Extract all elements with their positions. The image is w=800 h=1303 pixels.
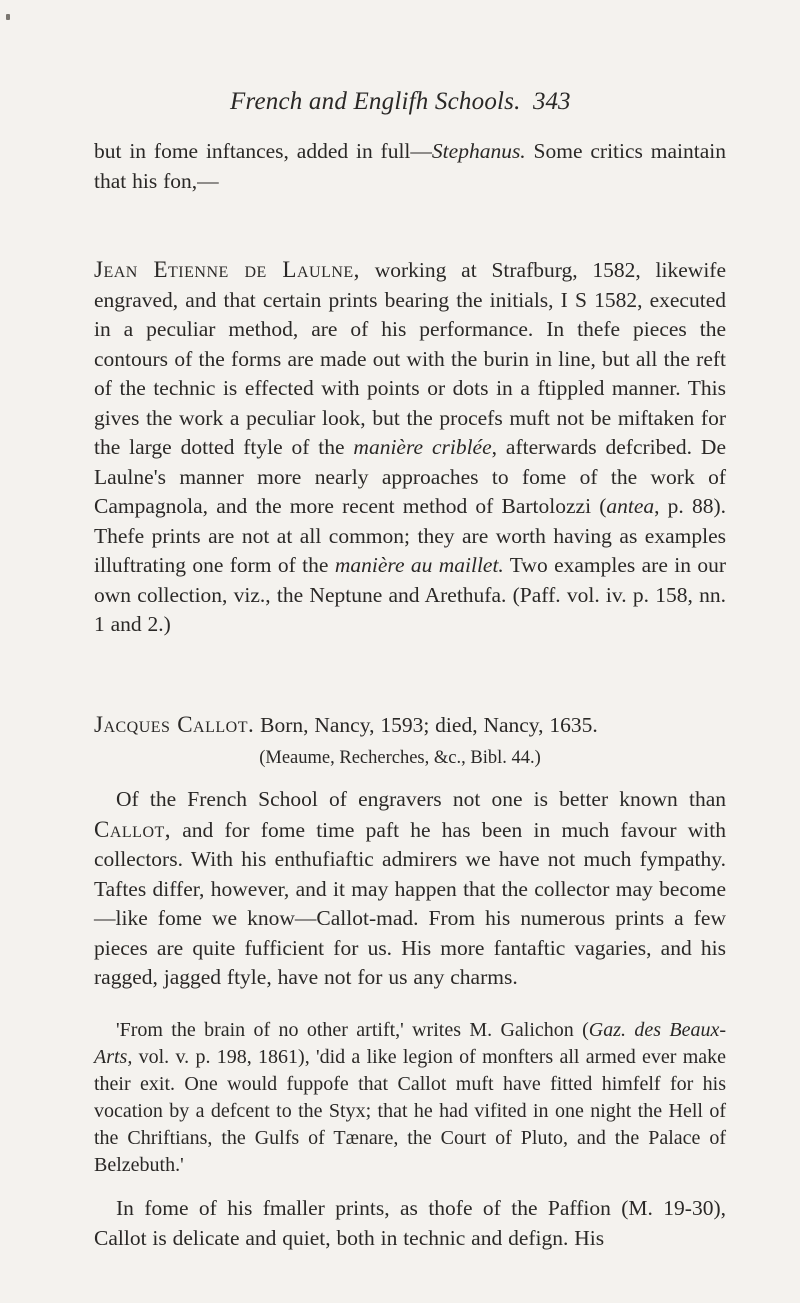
page-number: 343 [533,88,571,115]
entry-laulne: Jean Etienne de Laulne, working at Strafburg, 1582, likewife engraved, and that certain prints bearing the initials, I S 1582, executed in a peculiar method, are of his performance. In thefe pieces the contours of the forms are made out with the burin in line, but all the reft of the technic is effected with points or dots in a ftippled manner. This gives the work a peculiar look, but the procefs muft not be miftaken for the large dotted ftyle of the manière criblée, afterwards defcribed. De Laulne's manner more nearly approaches to fome of the work of Campagnola, and the more recent method of Bartolozzi (antea, p. 88). Thefe prints are not at all common; they are worth having as examples illuftrating one form of the manière au maillet. Two examples are in our own collection, viz., the Neptune and Arethufa. (Paff. vol. iv. p. 158, nn. 1 and 2.) [94,257,727,636]
entry-callot: Jacques Callot. Born, Nancy, 1593; died, Nancy, 1635. [94,712,598,737]
quotation-galichon: 'From the brain of no other artift,' writes M. Galichon (Gaz. des Beaux-Arts, vol. v. p. 198, 1861), 'did a like legion of monfters all armed ever make their exit. One would fuppofe that Callot muft have fitted himfelf for his vocation by a defcent to the Styx; that he had vifited in one night the Hell of the Chriftians, the Gulfs of Tænare, the Court of Pluto, and the Palace of Belzebuth.' [94,1019,726,1176]
paragraph-stephanus: but in fome inftances, added in full—Stephanus. Some critics maintain that his fon,— [94,139,726,193]
paragraph-smaller-prints: In fome of his fmaller prints, as thofe of the Paffion (M. 19-30), Callot is delicate and quiet, both in technic and defign. His [94,1196,726,1250]
entry-heading: Jacques Callot. [94,712,255,737]
entry-heading: Jean Etienne de Laulne, [94,257,360,282]
running-head: French and Englifh Schools. [230,88,521,115]
scan-mark [6,14,10,20]
bibliographic-reference: (Meaume, Recherches, &c., Bibl. 44.) [259,748,541,768]
paragraph-callot-reputation: Of the French School of engravers not one is better known than Callot, and for fome time paft he has been in much favour with collectors. With his enthufiaftic admirers we have not much fympathy. Taftes differ, however, and it may happen that the collector may become—like fome we know—Callot-mad. From his numerous prints a few pieces are quite fufficient for us. His more fantaftic vagaries, and his ragged, jagged ftyle, have not for us any charms. [94,787,726,989]
